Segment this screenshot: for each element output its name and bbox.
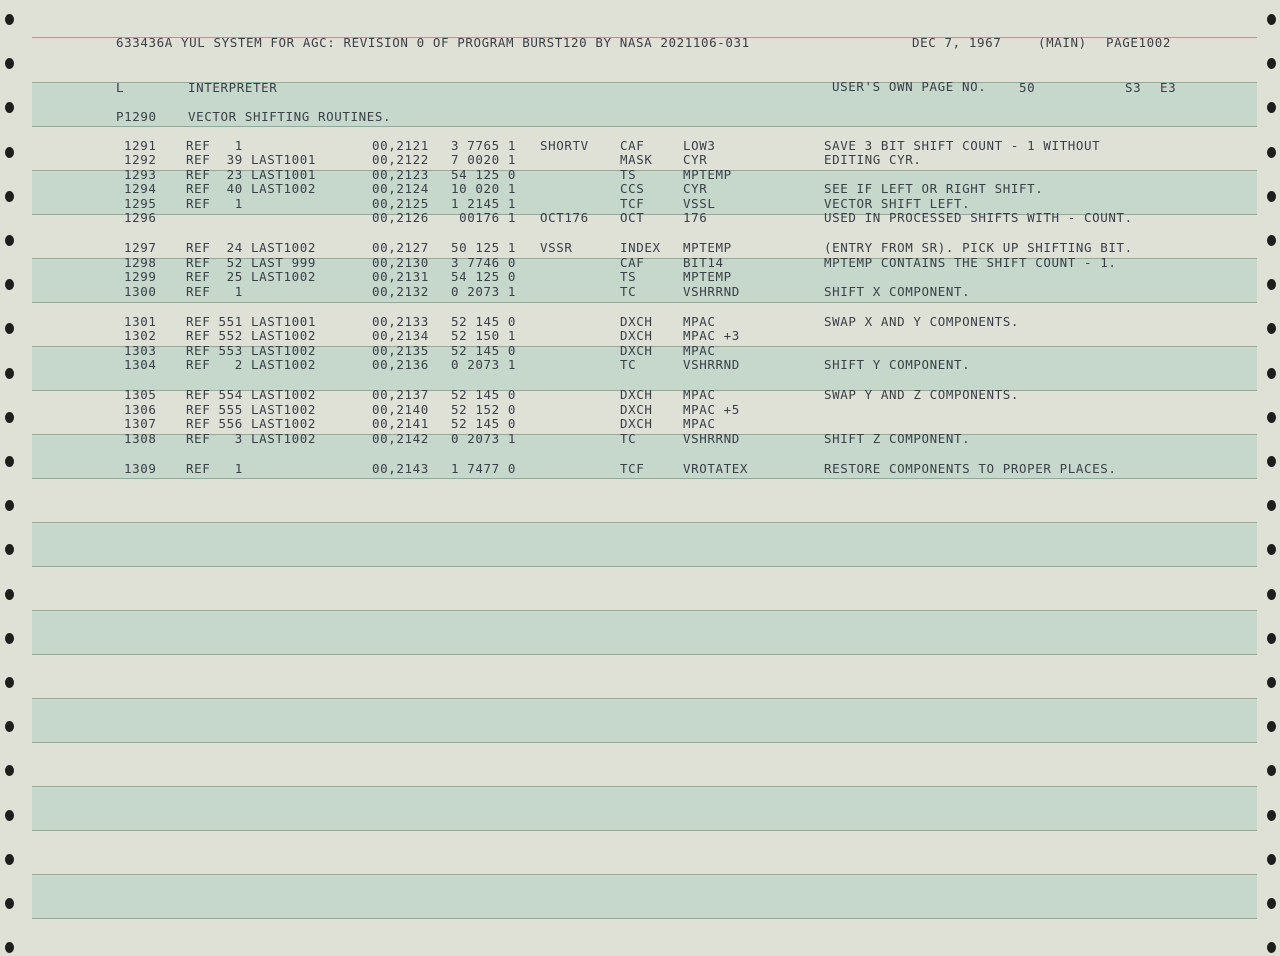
symbol-label: OCT176 [540,210,589,225]
address: 00,2127 [372,240,429,255]
green-band [32,522,1257,566]
opcode: TC [620,431,637,446]
feed-hole [5,323,14,334]
ref-field: REF 39 LAST1001 [186,152,317,167]
feed-hole [1267,323,1276,334]
octal-word: 52 152 0 [451,402,517,417]
feed-hole [5,633,14,644]
address: 00,2123 [372,167,429,182]
feed-hole [5,14,14,25]
opcode: DXCH [620,314,653,329]
feed-hole [1267,412,1276,423]
ref-field: REF 553 LAST1002 [186,343,317,358]
opcode: DXCH [620,328,653,343]
page-rule [32,918,1257,919]
ref-field: REF 40 LAST1002 [186,181,317,196]
line-number: 1308 [124,431,157,446]
comment: SHIFT Y COMPONENT. [824,357,971,372]
ref-field: REF 25 LAST1002 [186,269,317,284]
operand: CYR [683,181,708,196]
octal-word: 0 2073 1 [451,357,517,372]
operand: MPAC [683,387,716,402]
ref-field: REF 3 LAST1002 [186,431,317,446]
operand: MPAC +3 [683,328,740,343]
ref-field: REF 551 LAST1001 [186,314,317,329]
feed-hole [5,412,14,423]
operand: MPAC [683,416,716,431]
users-page-number: 50 [1019,80,1036,95]
line-number: 1291 [124,138,157,153]
green-band [32,874,1257,918]
feed-hole [1267,368,1276,379]
feed-hole [5,544,14,555]
feed-hole [5,589,14,600]
ref-field: REF 556 LAST1002 [186,416,317,431]
ref-field: REF 1 [186,196,243,211]
line-number: 1303 [124,343,157,358]
line-number: 1292 [124,152,157,167]
address: 00,2122 [372,152,429,167]
opcode: TC [620,357,637,372]
comment: EDITING CYR. [824,152,922,167]
line-number: 1304 [124,357,157,372]
octal-word: 00176 1 [451,210,517,225]
page-rule [32,478,1257,479]
listing-header: 633436A YUL SYSTEM FOR AGC: REVISION 0 OF PROGRAM BURST120 BY NASA 2021106-031 [116,35,750,50]
address: 00,2125 [372,196,429,211]
feed-hole [5,456,14,467]
feed-hole [1267,721,1276,732]
green-band [32,698,1257,742]
address: 00,2135 [372,343,429,358]
octal-word: 7 0020 1 [451,152,517,167]
opcode: CCS [620,181,645,196]
feed-hole [1267,589,1276,600]
opcode: CAF [620,138,645,153]
line-number: 1296 [124,210,157,225]
operand: MPAC +5 [683,402,740,417]
address: 00,2136 [372,357,429,372]
feed-hole [5,235,14,246]
line-number: 1298 [124,255,157,270]
feed-hole [5,58,14,69]
feed-hole [1267,500,1276,511]
green-band [32,786,1257,830]
octal-word: 52 145 0 [451,416,517,431]
octal-word: 0 2073 1 [451,284,517,299]
feed-hole [5,810,14,821]
comment: SHIFT Z COMPONENT. [824,431,971,446]
line-number: 1306 [124,402,157,417]
address: 00,2141 [372,416,429,431]
comment: RESTORE COMPONENTS TO PROPER PLACES. [824,461,1117,476]
page-rule [32,698,1257,699]
feed-hole [5,677,14,688]
opcode: MASK [620,152,653,167]
opcode: INDEX [620,240,661,255]
address: 00,2137 [372,387,429,402]
address: 00,2134 [372,328,429,343]
operand: VSHRRND [683,284,740,299]
line-number: 1302 [124,328,157,343]
page-number: PAGE1002 [1106,35,1172,50]
code-e: E3 [1160,80,1177,95]
ref-field: REF 23 LAST1001 [186,167,317,182]
feed-hole [1267,102,1276,113]
comment: SAVE 3 BIT SHIFT COUNT - 1 WITHOUT [824,138,1101,153]
page-rule [32,786,1257,787]
section-title: INTERPRETER [188,80,278,95]
operand: VSHRRND [683,431,740,446]
opcode: DXCH [620,416,653,431]
operand: MPTEMP [683,167,732,182]
feed-hole [5,191,14,202]
feed-hole [1267,544,1276,555]
ref-field: REF 555 LAST1002 [186,402,317,417]
feed-hole [5,147,14,158]
page-rule [32,302,1257,303]
line-number: 1294 [124,181,157,196]
octal-word: 50 125 1 [451,240,517,255]
ref-field: REF 1 [186,461,243,476]
page-rule [32,610,1257,611]
ref-field: REF 1 [186,138,243,153]
feed-hole [1267,677,1276,688]
octal-word: 52 145 0 [451,314,517,329]
feed-hole [5,102,14,113]
comment: MPTEMP CONTAINS THE SHIFT COUNT - 1. [824,255,1117,270]
octal-word: 54 125 0 [451,167,517,182]
routine-id: P1290 [116,109,157,124]
operand: VSHRRND [683,357,740,372]
octal-word: 52 145 0 [451,387,517,402]
line-number: 1301 [124,314,157,329]
line-number: 1297 [124,240,157,255]
opcode: TCF [620,461,645,476]
line-number: 1309 [124,461,157,476]
opcode: TS [620,269,637,284]
ref-field: REF 2 LAST1002 [186,357,317,372]
octal-word: 52 145 0 [451,343,517,358]
ref-field: REF 554 LAST1002 [186,387,317,402]
address: 00,2131 [372,269,429,284]
feed-hole [5,942,14,953]
operand: VROTATEX [683,461,749,476]
operand: MPAC [683,314,716,329]
comment: (ENTRY FROM SR). PICK UP SHIFTING BIT. [824,240,1133,255]
feed-hole [1267,14,1276,25]
address: 00,2142 [372,431,429,446]
feed-hole [5,721,14,732]
feed-hole [1267,765,1276,776]
operand: BIT14 [683,255,724,270]
code-s: S3 [1125,80,1142,95]
symbol-label: VSSR [540,240,573,255]
page-rule [32,874,1257,875]
octal-word: 3 7746 0 [451,255,517,270]
comment: SWAP Y AND Z COMPONENTS. [824,387,1020,402]
operand: CYR [683,152,708,167]
listing-date: DEC 7, 1967 [912,35,1002,50]
address: 00,2133 [372,314,429,329]
address: 00,2132 [372,284,429,299]
opcode: TS [620,167,637,182]
opcode: OCT [620,210,645,225]
users-page-label: USER'S OWN PAGE NO. [832,79,987,94]
opcode: TCF [620,196,645,211]
feed-hole [5,368,14,379]
octal-word: 52 150 1 [451,328,517,343]
feed-hole [1267,235,1276,246]
operand: MPTEMP [683,240,732,255]
green-band [32,610,1257,654]
opcode: DXCH [620,387,653,402]
line-number: 1295 [124,196,157,211]
feed-hole [1267,854,1276,865]
comment: USED IN PROCESSED SHIFTS WITH - COUNT. [824,210,1133,225]
feed-hole [1267,456,1276,467]
comment: SWAP X AND Y COMPONENTS. [824,314,1020,329]
feed-hole [1267,810,1276,821]
octal-word: 3 7765 1 [451,138,517,153]
octal-word: 54 125 0 [451,269,517,284]
line-number: 1307 [124,416,157,431]
line-number: 1300 [124,284,157,299]
operand: VSSL [683,196,716,211]
ref-field: REF 24 LAST1002 [186,240,317,255]
feed-hole [5,500,14,511]
operand: MPTEMP [683,269,732,284]
operand: 176 [683,210,708,225]
line-number: 1299 [124,269,157,284]
ref-field: REF 552 LAST1002 [186,328,317,343]
opcode: CAF [620,255,645,270]
comment: SHIFT X COMPONENT. [824,284,971,299]
octal-word: 1 2145 1 [451,196,517,211]
address: 00,2130 [372,255,429,270]
feed-hole [5,279,14,290]
feed-hole [1267,279,1276,290]
operand: MPAC [683,343,716,358]
page-rule [32,742,1257,743]
feed-hole [1267,58,1276,69]
comment: SEE IF LEFT OR RIGHT SHIFT. [824,181,1044,196]
log-label: L [116,80,125,95]
symbol-label: SHORTV [540,138,589,153]
feed-hole [1267,147,1276,158]
operand: LOW3 [683,138,716,153]
address: 00,2121 [372,138,429,153]
line-number: 1305 [124,387,157,402]
feed-hole [1267,898,1276,909]
opcode: TC [620,284,637,299]
page-rule [32,126,1257,127]
main-label: (MAIN) [1038,35,1087,50]
page-rule [32,830,1257,831]
address: 00,2126 [372,210,429,225]
page-rule [32,566,1257,567]
line-number: 1293 [124,167,157,182]
opcode: DXCH [620,402,653,417]
feed-hole [5,765,14,776]
feed-hole [5,854,14,865]
routine-title: VECTOR SHIFTING ROUTINES. [188,109,392,124]
comment: VECTOR SHIFT LEFT. [824,196,971,211]
feed-hole [1267,191,1276,202]
opcode: DXCH [620,343,653,358]
page-rule [32,654,1257,655]
feed-hole [1267,942,1276,953]
page-rule [32,522,1257,523]
octal-word: 1 7477 0 [451,461,517,476]
feed-hole [1267,633,1276,644]
address: 00,2124 [372,181,429,196]
octal-word: 10 020 1 [451,181,517,196]
octal-word: 0 2073 1 [451,431,517,446]
ref-field: REF 1 [186,284,243,299]
address: 00,2140 [372,402,429,417]
ref-field: REF 52 LAST 999 [186,255,317,270]
address: 00,2143 [372,461,429,476]
feed-hole [5,898,14,909]
